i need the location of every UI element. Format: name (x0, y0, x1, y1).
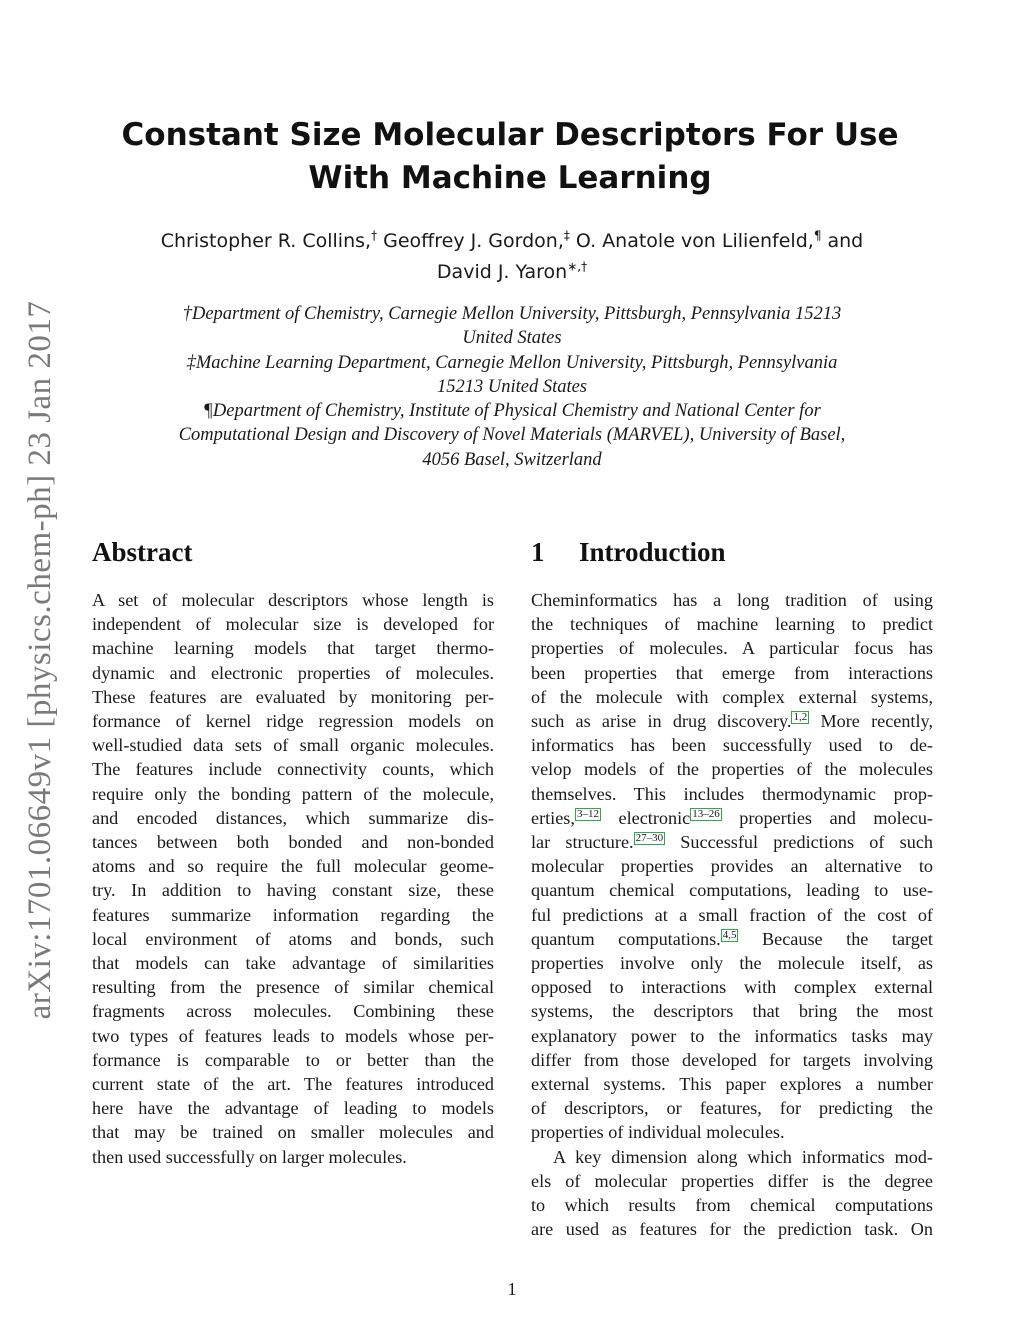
paper-title (110, 114, 910, 200)
citation-link[interactable]: 3–12 (576, 807, 599, 820)
author-gordon: Geoffrey J. Gordon, (377, 230, 564, 252)
text-line: els of molecular properties differ is the degree (531, 1170, 933, 1191)
text-span: More recently, (809, 711, 933, 732)
author-collins: Christopher R. Collins, (160, 230, 372, 252)
author-list (100, 226, 924, 288)
citation-link[interactable]: 4,5 (722, 928, 737, 941)
citation-link[interactable]: 27–30 (635, 831, 664, 844)
text-line: A set of molecular descriptors whose length is (92, 590, 494, 610)
text-line: properties of individual molecules. (531, 1122, 785, 1143)
text-line: explanatory power to the informatics tasks may (531, 1025, 933, 1046)
affiliation-line: 15213 United States (436, 376, 588, 397)
text-line: differ from those developed for targets involving (531, 1049, 933, 1070)
author-line-2 (100, 257, 924, 288)
affil-mark-double-dagger: ‡ (563, 228, 570, 243)
affiliation-line: ‡Machine Learning Department, Carnegie Mellon University, Pittsburgh, Pennsylvania (186, 352, 838, 373)
text-line: resulting from the presence of similar chemical (92, 977, 494, 998)
section-title-text: Introduction (579, 537, 726, 567)
page-number: 1 (507, 1279, 517, 1299)
text-line: properties involve only the molecule itself, as (531, 953, 933, 974)
introduction-heading (531, 537, 726, 567)
text-line: atoms and so require the full molecular geome- (92, 856, 494, 877)
text-line: external systems. This paper explores a number (531, 1074, 933, 1095)
text-span: Successful predictions of such (665, 832, 934, 853)
text-line: themselves. This includes thermodynamic prop- (531, 783, 933, 804)
text-line (531, 806, 933, 830)
text-line: ful predictions at a small fraction of the cost of (531, 904, 933, 925)
text-line: that models can take advantage of similarities (92, 953, 494, 974)
text-line: independent of molecular size is developed for (92, 614, 494, 635)
text-line: tances between both bonded and non-bonded (92, 832, 494, 853)
author-yaron: David J. Yaron (436, 261, 568, 283)
text-line: molecular properties provides an alternative to (531, 856, 933, 877)
text-line: fragments across molecules. Combining these (92, 1001, 494, 1022)
text-line: machine learning models that target thermo- (92, 638, 494, 659)
text-span: erties, (531, 807, 575, 828)
citation-link[interactable]: 1,2 (793, 710, 808, 723)
title-line-2: With Machine Learning (308, 160, 712, 196)
text-line: These features are evaluated by monitoring per- (92, 686, 494, 707)
text-line: that may be trained on smaller molecules and (92, 1122, 494, 1143)
text-line: require only the bonding pattern of the molecule, (92, 783, 494, 804)
intro-paragraph-1 (531, 588, 933, 1145)
text-line: opposed to interactions with complex external (531, 977, 933, 998)
text-line: formance is comparable to or better than the (92, 1049, 494, 1070)
text-line: velop models of the properties of the molecules (531, 759, 933, 780)
text-span: Because the target (738, 928, 933, 949)
abstract-body (92, 588, 494, 1169)
text-span: properties and molecu- (721, 807, 933, 828)
affiliation-line: Computational Design and Discovery of Novel Materials (MARVEL), University of Basel, (178, 425, 846, 446)
intro-paragraph-2 (531, 1145, 933, 1242)
text-span: electronic (600, 807, 691, 828)
affiliation-line: †Department of Chemistry, Carnegie Mellon University, Pittsburgh, Pennsylvania 15213 (182, 304, 842, 324)
text-line: of the molecule with complex external systems, (531, 686, 933, 707)
affil-mark-pilcrow: ¶ (813, 228, 822, 243)
author-line-1 (100, 226, 924, 257)
text-line (531, 830, 933, 854)
text-line: A key dimension along which informatics mod- (553, 1146, 933, 1167)
text-line: of descriptors, or features, for predicting the (531, 1098, 933, 1119)
affil-mark-corresponding: ∗,† (567, 259, 588, 274)
affil-mark-dagger: † (371, 228, 378, 243)
text-line (531, 709, 933, 733)
text-line: to which results from chemical computations (531, 1195, 933, 1216)
text-line: two types of features leads to models whose per- (92, 1025, 494, 1046)
text-span: lar structure. (531, 832, 634, 853)
text-line: are used as features for the prediction task. On (531, 1219, 933, 1240)
text-line: features summarize information regarding the (92, 904, 494, 925)
section-number: 1 (531, 537, 545, 567)
text-line: well-studied data sets of small organic molecules. (92, 735, 494, 756)
text-line: The features include connectivity counts, which (92, 759, 494, 780)
affiliations (100, 302, 924, 472)
text-line: informatics has been successfully used to de- (531, 735, 933, 756)
affiliation-line: 4056 Basel, Switzerland (422, 449, 602, 470)
arxiv-identifier-stamp: arXiv:1701.06649v1 [physics.chem-ph] 23 Jan 2017 (22, 300, 58, 1020)
text-line: here have the advantage of leading to models (92, 1098, 494, 1119)
text-line: formance of kernel ridge regression models on (92, 711, 494, 732)
author-conjunction: and (821, 230, 864, 252)
text-line: Cheminformatics has a long tradition of using (531, 590, 933, 610)
abstract-heading: Abstract (92, 537, 193, 567)
text-line: quantum chemical computations, leading to use- (531, 880, 933, 901)
title-line-1: Constant Size Molecular Descriptors For Use (121, 117, 899, 153)
text-line: try. In addition to having constant size, these (92, 880, 494, 901)
affiliation-line: United States (462, 328, 562, 349)
author-von-lilienfeld: O. Anatole von Lilienfeld, (569, 230, 814, 252)
text-line: dynamic and electronic properties of molecules. (92, 662, 494, 683)
text-span: quantum computations. (531, 928, 721, 949)
text-line: systems, the descriptors that bring the most (531, 1001, 933, 1022)
text-line: local environment of atoms and bonds, such (92, 928, 494, 949)
text-line: current state of the art. The features introduced (92, 1074, 494, 1095)
affiliation-line: ¶Department of Chemistry, Institute of Physical Chemistry and National Center for (203, 401, 821, 422)
text-line: and encoded distances, which summarize dis- (92, 807, 494, 828)
citation-link[interactable]: 13–26 (692, 807, 720, 820)
text-span: such as arise in drug discovery. (531, 711, 792, 732)
introduction-body (531, 588, 933, 1241)
abstract-paragraph (92, 588, 494, 1169)
text-line (531, 927, 933, 951)
text-line: been properties that emerge from interactions (531, 662, 933, 683)
text-line: properties of molecules. A particular focus has (531, 638, 933, 659)
text-line: the techniques of machine learning to predict (531, 614, 933, 635)
text-line: then used successfully on larger molecules. (92, 1146, 407, 1167)
